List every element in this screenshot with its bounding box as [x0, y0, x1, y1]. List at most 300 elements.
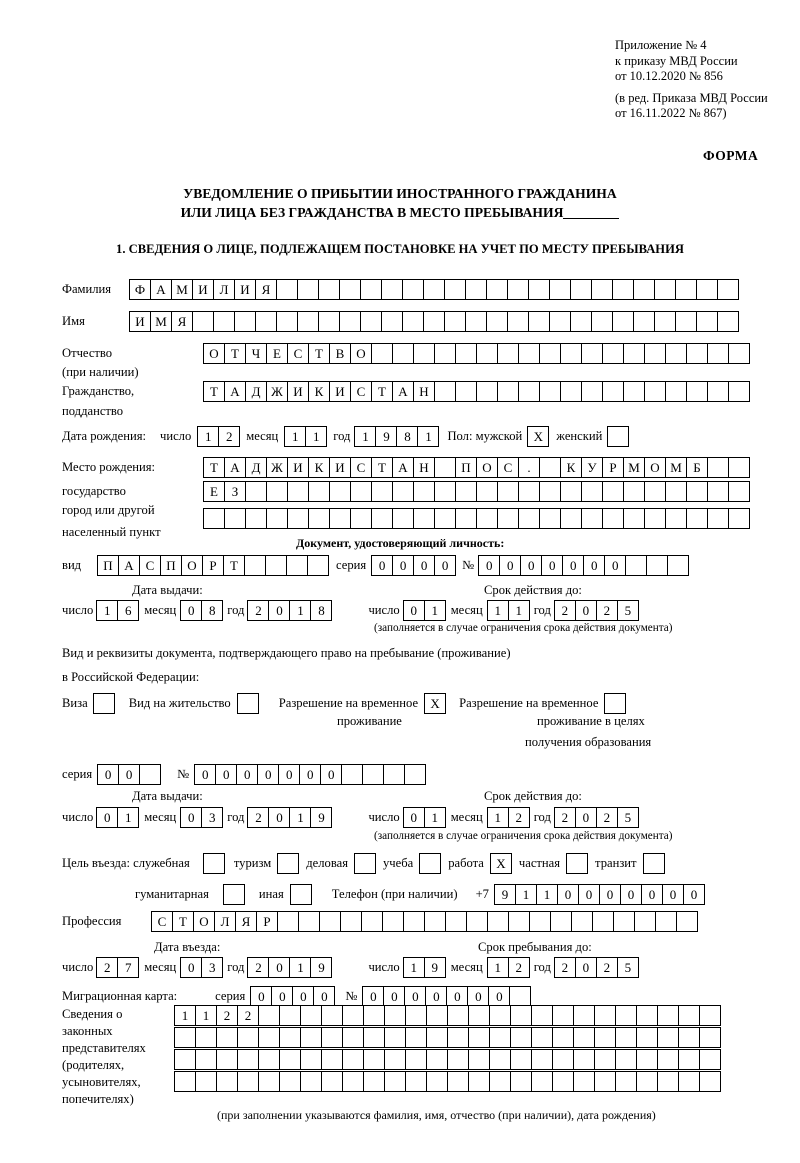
doc-issue-month-input[interactable] — [180, 600, 223, 621]
form-cell[interactable] — [297, 311, 319, 332]
form-cell[interactable] — [384, 1027, 406, 1048]
form-cell[interactable]: 2 — [96, 957, 118, 978]
form-cell[interactable]: 0 — [403, 807, 425, 828]
form-cell[interactable]: 0 — [215, 764, 237, 785]
form-cell[interactable] — [321, 1071, 343, 1092]
form-cell[interactable] — [266, 508, 288, 529]
form-cell[interactable] — [384, 1005, 406, 1026]
form-cell[interactable] — [258, 1049, 280, 1070]
form-cell[interactable]: 0 — [97, 764, 119, 785]
form-cell[interactable]: 2 — [218, 426, 240, 447]
form-cell[interactable] — [363, 1027, 385, 1048]
form-cell[interactable] — [434, 481, 456, 502]
form-cell[interactable]: П — [97, 555, 119, 576]
form-cell[interactable] — [571, 911, 593, 932]
form-cell[interactable] — [510, 1027, 532, 1048]
form-cell[interactable]: В — [329, 343, 351, 364]
form-cell[interactable] — [489, 1027, 511, 1048]
residence-permit-checkbox[interactable] — [237, 693, 259, 714]
permit-issue-day-input[interactable] — [96, 807, 139, 828]
form-cell[interactable]: У — [581, 457, 603, 478]
form-cell[interactable] — [707, 481, 729, 502]
form-cell[interactable] — [560, 343, 582, 364]
form-cell[interactable] — [678, 1027, 700, 1048]
form-cell[interactable] — [623, 508, 645, 529]
form-cell[interactable]: 1 — [284, 426, 306, 447]
form-cell[interactable] — [507, 311, 529, 332]
form-cell[interactable] — [342, 1027, 364, 1048]
form-cell[interactable]: 0 — [583, 555, 605, 576]
form-cell[interactable] — [549, 279, 571, 300]
form-cell[interactable]: 6 — [117, 600, 139, 621]
form-cell[interactable] — [573, 1071, 595, 1092]
form-cell[interactable]: 1 — [424, 600, 446, 621]
form-cell[interactable]: 0 — [578, 884, 600, 905]
form-cell[interactable] — [307, 555, 329, 576]
form-cell[interactable] — [279, 1049, 301, 1070]
form-cell[interactable]: О — [203, 343, 225, 364]
form-cell[interactable] — [625, 555, 647, 576]
birthplace-input-1[interactable] — [203, 457, 750, 478]
form-cell[interactable]: 0 — [118, 764, 140, 785]
migration-series-input[interactable] — [250, 986, 335, 1007]
form-cell[interactable] — [245, 508, 267, 529]
purpose-service-checkbox[interactable] — [203, 853, 225, 874]
form-cell[interactable] — [392, 481, 414, 502]
form-cell[interactable] — [665, 343, 687, 364]
form-cell[interactable]: 2 — [247, 600, 269, 621]
form-cell[interactable]: 8 — [201, 600, 223, 621]
form-cell[interactable]: И — [192, 279, 214, 300]
form-cell[interactable] — [592, 911, 614, 932]
form-cell[interactable]: 1 — [508, 600, 530, 621]
form-cell[interactable] — [497, 508, 519, 529]
form-cell[interactable]: 2 — [247, 957, 269, 978]
form-cell[interactable] — [615, 1049, 637, 1070]
form-cell[interactable] — [696, 279, 718, 300]
form-cell[interactable] — [636, 1071, 658, 1092]
form-cell[interactable]: О — [644, 457, 666, 478]
form-cell[interactable]: 0 — [488, 986, 510, 1007]
form-cell[interactable] — [487, 911, 509, 932]
form-cell[interactable]: Б — [686, 457, 708, 478]
form-cell[interactable] — [707, 381, 729, 402]
form-cell[interactable] — [203, 508, 225, 529]
form-cell[interactable]: 0 — [268, 957, 290, 978]
form-cell[interactable] — [707, 508, 729, 529]
form-cell[interactable]: Ж — [266, 457, 288, 478]
form-cell[interactable] — [258, 1027, 280, 1048]
form-cell[interactable] — [699, 1005, 721, 1026]
form-cell[interactable] — [341, 764, 363, 785]
form-cell[interactable] — [447, 1027, 469, 1048]
form-cell[interactable] — [300, 1049, 322, 1070]
form-cell[interactable] — [468, 1049, 490, 1070]
permit-valid-day-input[interactable] — [403, 807, 446, 828]
form-cell[interactable]: 0 — [604, 555, 626, 576]
form-cell[interactable] — [531, 1071, 553, 1092]
form-cell[interactable] — [339, 311, 361, 332]
form-cell[interactable]: 0 — [250, 986, 272, 1007]
form-cell[interactable] — [276, 311, 298, 332]
form-cell[interactable] — [528, 311, 550, 332]
form-cell[interactable]: 0 — [478, 555, 500, 576]
form-cell[interactable]: А — [224, 381, 246, 402]
entry-day-input[interactable] — [96, 957, 139, 978]
form-cell[interactable]: И — [129, 311, 151, 332]
form-cell[interactable]: 0 — [194, 764, 216, 785]
form-cell[interactable]: 5 — [617, 807, 639, 828]
form-cell[interactable] — [633, 279, 655, 300]
form-cell[interactable] — [392, 508, 414, 529]
form-cell[interactable]: 0 — [236, 764, 258, 785]
form-cell[interactable]: Я — [171, 311, 193, 332]
form-cell[interactable] — [613, 911, 635, 932]
form-cell[interactable] — [497, 481, 519, 502]
form-cell[interactable] — [405, 1005, 427, 1026]
form-cell[interactable]: 3 — [201, 807, 223, 828]
form-cell[interactable]: А — [118, 555, 140, 576]
form-cell[interactable] — [340, 911, 362, 932]
form-cell[interactable] — [699, 1027, 721, 1048]
form-cell[interactable]: 0 — [662, 884, 684, 905]
permit-valid-month-input[interactable] — [487, 807, 530, 828]
form-cell[interactable]: О — [350, 343, 372, 364]
form-cell[interactable]: 1 — [195, 1005, 217, 1026]
form-cell[interactable]: 9 — [494, 884, 516, 905]
form-cell[interactable]: М — [665, 457, 687, 478]
form-cell[interactable] — [465, 279, 487, 300]
form-cell[interactable]: 2 — [237, 1005, 259, 1026]
form-cell[interactable] — [465, 311, 487, 332]
form-cell[interactable] — [602, 481, 624, 502]
form-cell[interactable] — [195, 1027, 217, 1048]
form-cell[interactable] — [581, 508, 603, 529]
form-cell[interactable]: 0 — [383, 986, 405, 1007]
form-cell[interactable] — [717, 279, 739, 300]
form-cell[interactable]: Н — [413, 457, 435, 478]
form-cell[interactable]: 1 — [417, 426, 439, 447]
form-cell[interactable] — [602, 508, 624, 529]
form-cell[interactable] — [636, 1049, 658, 1070]
form-cell[interactable]: 0 — [575, 807, 597, 828]
form-cell[interactable]: 0 — [96, 807, 118, 828]
form-cell[interactable] — [447, 1005, 469, 1026]
form-cell[interactable] — [308, 508, 330, 529]
form-cell[interactable]: 0 — [180, 600, 202, 621]
form-cell[interactable]: 0 — [292, 986, 314, 1007]
form-cell[interactable] — [455, 508, 477, 529]
form-cell[interactable] — [539, 381, 561, 402]
form-cell[interactable] — [529, 911, 551, 932]
form-cell[interactable] — [594, 1005, 616, 1026]
form-cell[interactable] — [392, 343, 414, 364]
form-cell[interactable]: Т — [203, 381, 225, 402]
form-cell[interactable]: Т — [371, 381, 393, 402]
form-cell[interactable] — [634, 911, 656, 932]
form-cell[interactable]: 0 — [271, 986, 293, 1007]
form-cell[interactable] — [594, 1027, 616, 1048]
form-cell[interactable]: Р — [256, 911, 278, 932]
form-cell[interactable]: Д — [245, 457, 267, 478]
form-cell[interactable] — [581, 343, 603, 364]
form-cell[interactable] — [510, 1071, 532, 1092]
form-cell[interactable] — [300, 1071, 322, 1092]
doc-type-input[interactable] — [97, 555, 329, 576]
form-cell[interactable] — [518, 343, 540, 364]
form-cell[interactable]: Р — [602, 457, 624, 478]
form-cell[interactable] — [591, 311, 613, 332]
form-cell[interactable] — [686, 381, 708, 402]
form-cell[interactable]: 0 — [425, 986, 447, 1007]
form-cell[interactable] — [686, 481, 708, 502]
form-cell[interactable] — [381, 311, 403, 332]
form-cell[interactable] — [560, 481, 582, 502]
form-cell[interactable] — [382, 911, 404, 932]
form-cell[interactable] — [686, 508, 708, 529]
form-cell[interactable] — [518, 481, 540, 502]
form-cell[interactable] — [591, 279, 613, 300]
form-cell[interactable] — [174, 1049, 196, 1070]
form-cell[interactable] — [237, 1071, 259, 1092]
form-cell[interactable] — [455, 381, 477, 402]
purpose-tourism-checkbox[interactable] — [277, 853, 299, 874]
form-cell[interactable] — [531, 1049, 553, 1070]
form-cell[interactable]: 1 — [174, 1005, 196, 1026]
form-cell[interactable]: 3 — [201, 957, 223, 978]
form-cell[interactable] — [213, 311, 235, 332]
form-cell[interactable] — [665, 508, 687, 529]
form-cell[interactable] — [405, 1071, 427, 1092]
form-cell[interactable] — [216, 1049, 238, 1070]
form-cell[interactable] — [654, 279, 676, 300]
form-cell[interactable] — [405, 1027, 427, 1048]
form-cell[interactable] — [381, 279, 403, 300]
form-cell[interactable] — [297, 279, 319, 300]
form-cell[interactable] — [342, 1005, 364, 1026]
form-cell[interactable]: 5 — [617, 957, 639, 978]
profession-input[interactable] — [151, 911, 698, 932]
form-cell[interactable] — [402, 311, 424, 332]
form-cell[interactable]: М — [150, 311, 172, 332]
form-cell[interactable] — [518, 381, 540, 402]
form-cell[interactable]: Е — [203, 481, 225, 502]
form-cell[interactable]: 0 — [562, 555, 584, 576]
form-cell[interactable] — [258, 1071, 280, 1092]
form-cell[interactable] — [696, 311, 718, 332]
form-cell[interactable]: 8 — [310, 600, 332, 621]
form-cell[interactable]: 9 — [310, 807, 332, 828]
form-cell[interactable] — [615, 1027, 637, 1048]
entry-month-input[interactable] — [180, 957, 223, 978]
birthplace-input-3[interactable] — [203, 508, 750, 529]
form-cell[interactable] — [342, 1071, 364, 1092]
form-cell[interactable] — [476, 508, 498, 529]
form-cell[interactable] — [321, 1027, 343, 1048]
form-cell[interactable]: 2 — [508, 957, 530, 978]
form-cell[interactable]: 1 — [487, 600, 509, 621]
form-cell[interactable] — [728, 381, 750, 402]
form-cell[interactable] — [550, 911, 572, 932]
form-cell[interactable] — [216, 1071, 238, 1092]
form-cell[interactable]: 2 — [247, 807, 269, 828]
form-cell[interactable]: О — [193, 911, 215, 932]
form-cell[interactable] — [623, 381, 645, 402]
form-cell[interactable]: 2 — [554, 807, 576, 828]
form-cell[interactable] — [371, 481, 393, 502]
form-cell[interactable]: 1 — [403, 957, 425, 978]
form-cell[interactable] — [413, 481, 435, 502]
purpose-work-checkbox[interactable]: X — [490, 853, 512, 874]
form-cell[interactable]: Я — [255, 279, 277, 300]
form-cell[interactable]: 2 — [554, 600, 576, 621]
form-cell[interactable] — [531, 1027, 553, 1048]
form-cell[interactable] — [581, 381, 603, 402]
form-cell[interactable] — [216, 1027, 238, 1048]
form-cell[interactable]: 1 — [354, 426, 376, 447]
form-cell[interactable]: Т — [172, 911, 194, 932]
form-cell[interactable] — [539, 457, 561, 478]
form-cell[interactable]: А — [150, 279, 172, 300]
form-cell[interactable] — [224, 508, 246, 529]
form-cell[interactable] — [174, 1071, 196, 1092]
form-cell[interactable]: 0 — [446, 986, 468, 1007]
form-cell[interactable] — [384, 1071, 406, 1092]
form-cell[interactable]: 5 — [617, 600, 639, 621]
form-cell[interactable]: 0 — [641, 884, 663, 905]
form-cell[interactable] — [531, 1005, 553, 1026]
form-cell[interactable]: И — [287, 381, 309, 402]
form-cell[interactable]: Ч — [245, 343, 267, 364]
form-cell[interactable] — [363, 1071, 385, 1092]
form-cell[interactable] — [192, 311, 214, 332]
form-cell[interactable] — [623, 343, 645, 364]
form-cell[interactable] — [402, 279, 424, 300]
form-cell[interactable] — [466, 911, 488, 932]
permit-series-input[interactable] — [97, 764, 161, 785]
doc-valid-month-input[interactable] — [487, 600, 530, 621]
form-cell[interactable]: К — [560, 457, 582, 478]
form-cell[interactable] — [329, 508, 351, 529]
form-cell[interactable] — [287, 481, 309, 502]
form-cell[interactable] — [612, 279, 634, 300]
form-cell[interactable] — [486, 311, 508, 332]
form-cell[interactable] — [350, 481, 372, 502]
form-cell[interactable] — [245, 481, 267, 502]
form-cell[interactable] — [657, 1049, 679, 1070]
form-cell[interactable] — [308, 481, 330, 502]
form-cell[interactable] — [699, 1049, 721, 1070]
form-cell[interactable]: 2 — [596, 807, 618, 828]
form-cell[interactable]: О — [181, 555, 203, 576]
form-cell[interactable] — [509, 986, 531, 1007]
form-cell[interactable]: З — [224, 481, 246, 502]
form-cell[interactable] — [139, 764, 161, 785]
form-cell[interactable]: Т — [224, 343, 246, 364]
form-cell[interactable]: Я — [235, 911, 257, 932]
form-cell[interactable] — [678, 1005, 700, 1026]
form-cell[interactable]: С — [139, 555, 161, 576]
form-cell[interactable]: 1 — [117, 807, 139, 828]
form-cell[interactable] — [255, 311, 277, 332]
form-cell[interactable] — [612, 311, 634, 332]
form-cell[interactable]: Ф — [129, 279, 151, 300]
form-cell[interactable]: 2 — [596, 600, 618, 621]
form-cell[interactable] — [728, 457, 750, 478]
form-cell[interactable]: И — [287, 457, 309, 478]
form-cell[interactable]: С — [287, 343, 309, 364]
form-cell[interactable] — [644, 343, 666, 364]
form-cell[interactable] — [476, 381, 498, 402]
form-cell[interactable] — [539, 481, 561, 502]
doc-issue-day-input[interactable] — [96, 600, 139, 621]
form-cell[interactable]: К — [308, 381, 330, 402]
form-cell[interactable]: 0 — [268, 600, 290, 621]
form-cell[interactable] — [404, 764, 426, 785]
form-cell[interactable] — [728, 481, 750, 502]
legal-rep-input-3[interactable] — [174, 1049, 721, 1070]
form-cell[interactable]: 8 — [396, 426, 418, 447]
form-cell[interactable] — [300, 1027, 322, 1048]
form-cell[interactable] — [667, 555, 689, 576]
form-cell[interactable] — [237, 1027, 259, 1048]
form-cell[interactable]: 0 — [620, 884, 642, 905]
form-cell[interactable] — [279, 1071, 301, 1092]
form-cell[interactable] — [594, 1049, 616, 1070]
form-cell[interactable] — [665, 381, 687, 402]
form-cell[interactable] — [539, 343, 561, 364]
form-cell[interactable]: Т — [371, 457, 393, 478]
form-cell[interactable] — [497, 381, 519, 402]
form-cell[interactable] — [403, 911, 425, 932]
form-cell[interactable]: 2 — [216, 1005, 238, 1026]
form-cell[interactable]: 0 — [180, 957, 202, 978]
form-cell[interactable] — [360, 279, 382, 300]
form-cell[interactable]: 0 — [299, 764, 321, 785]
form-cell[interactable] — [434, 381, 456, 402]
form-cell[interactable] — [321, 1005, 343, 1026]
form-cell[interactable]: 0 — [467, 986, 489, 1007]
form-cell[interactable] — [644, 381, 666, 402]
form-cell[interactable]: 1 — [305, 426, 327, 447]
form-cell[interactable]: 0 — [541, 555, 563, 576]
form-cell[interactable] — [573, 1049, 595, 1070]
form-cell[interactable] — [615, 1005, 637, 1026]
form-cell[interactable] — [657, 1027, 679, 1048]
form-cell[interactable]: Ж — [266, 381, 288, 402]
form-cell[interactable] — [707, 343, 729, 364]
form-cell[interactable] — [665, 481, 687, 502]
form-cell[interactable] — [424, 911, 446, 932]
form-cell[interactable] — [644, 481, 666, 502]
form-cell[interactable]: 1 — [289, 957, 311, 978]
form-cell[interactable] — [434, 457, 456, 478]
form-cell[interactable]: 9 — [424, 957, 446, 978]
form-cell[interactable] — [510, 1049, 532, 1070]
form-cell[interactable] — [644, 508, 666, 529]
form-cell[interactable] — [699, 1071, 721, 1092]
surname-input[interactable] — [129, 279, 739, 300]
form-cell[interactable] — [362, 764, 384, 785]
form-cell[interactable] — [489, 1071, 511, 1092]
form-cell[interactable]: Н — [413, 381, 435, 402]
form-cell[interactable] — [405, 1049, 427, 1070]
form-cell[interactable] — [686, 343, 708, 364]
form-cell[interactable]: 0 — [403, 600, 425, 621]
form-cell[interactable] — [363, 1049, 385, 1070]
name-input[interactable] — [129, 311, 739, 332]
form-cell[interactable] — [371, 508, 393, 529]
